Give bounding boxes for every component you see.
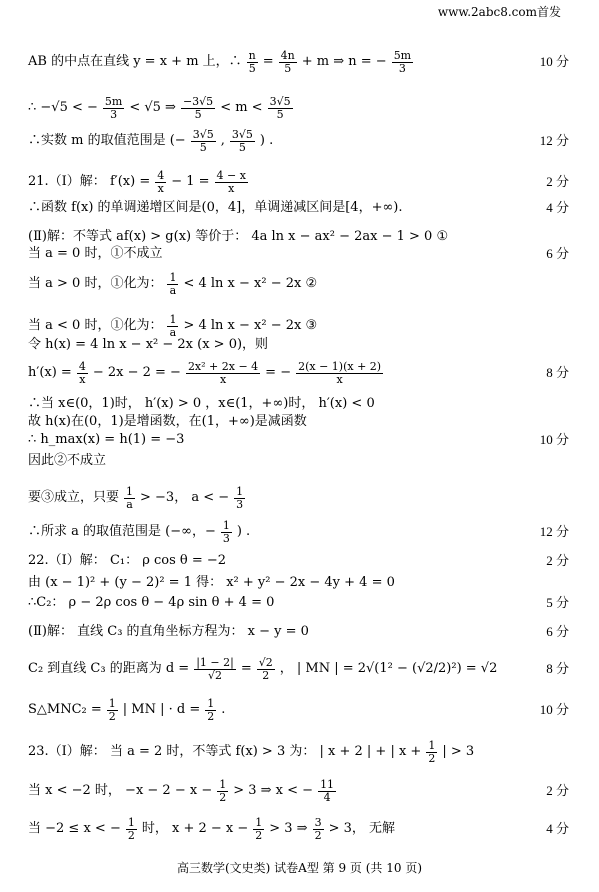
- solution-line: [28, 361, 569, 385]
- fraction: [107, 698, 118, 722]
- numerator: 1: [126, 485, 134, 498]
- text-segment: < 4 ln x − x² − 2x ②: [183, 276, 318, 292]
- numerator: 3√5: [192, 128, 214, 141]
- numerator: 3√5: [269, 95, 291, 108]
- line-text: [28, 272, 317, 296]
- numerator: 4: [78, 360, 86, 373]
- text-segment: 当 a > 0 时，①化为：: [28, 276, 163, 292]
- denominator: 5: [194, 107, 202, 121]
- denominator: 3: [110, 107, 118, 121]
- solution-line: [28, 129, 569, 153]
- denominator: x: [336, 372, 343, 386]
- numerator: 1: [428, 739, 436, 752]
- solution-line: [28, 337, 569, 353]
- text-segment: | > 3: [442, 744, 475, 760]
- text-segment: 时， x + 2 − x −: [141, 821, 249, 837]
- text-segment: 故 h(x)在(0，1)是增函数，在(1，+∞)是减函数: [28, 414, 307, 429]
- line-text: [28, 595, 274, 611]
- numerator: |1 − 2|: [196, 656, 234, 669]
- denominator: 3: [222, 531, 230, 545]
- numerator: 4: [157, 169, 165, 182]
- solution-line: [28, 740, 569, 764]
- text-segment: ∴C₂： ρ − 2ρ cos θ − 4ρ sin θ + 4 = 0: [28, 595, 275, 610]
- numerator: 2(x − 1)(x + 2): [298, 360, 382, 373]
- solution-line: [28, 246, 569, 262]
- fraction: [124, 486, 135, 510]
- numerator: 4n: [280, 49, 295, 62]
- solution-line: [28, 50, 569, 74]
- text-segment: > 4 ln x − x² − 2x ③: [183, 318, 318, 334]
- text-segment: =: [240, 661, 252, 677]
- numerator: 1: [169, 271, 177, 284]
- denominator: 2: [219, 790, 227, 804]
- fraction: [426, 740, 437, 764]
- line-text: [28, 129, 273, 153]
- denominator: 2: [314, 828, 322, 842]
- numerator: 4 − x: [216, 169, 246, 182]
- text-segment: 要③成立，只要: [28, 490, 120, 506]
- fraction: [234, 486, 245, 510]
- solution-line: [28, 96, 569, 120]
- line-text: [28, 246, 162, 262]
- denominator: 4: [323, 790, 331, 804]
- text-segment: ∴实数 m 的取值范围是 (−: [28, 133, 186, 149]
- text-segment: ∴函数 f(x) 的单调递增区间是(0，4]，单调递减区间是[4，+∞).: [28, 200, 403, 215]
- score-label: 8 分: [546, 661, 569, 677]
- line-text: [28, 624, 309, 640]
- text-segment: AB 的中点在直线 y = x + m 上，∴: [28, 54, 242, 70]
- numerator: √2: [258, 656, 273, 669]
- numerator: −3√5: [182, 95, 214, 108]
- score-label: 2 分: [546, 553, 569, 568]
- solution-line: [28, 170, 569, 194]
- score-label: 4 分: [546, 821, 569, 837]
- solution-line: [28, 229, 569, 245]
- score-label: 6 分: [546, 246, 569, 261]
- denominator: 3: [236, 497, 244, 511]
- denominator: 2: [255, 828, 263, 842]
- numerator: 1: [222, 519, 230, 532]
- line-text: [28, 314, 317, 338]
- text-segment: C₂ 到直线 C₃ 的距离为 d =: [28, 661, 190, 677]
- fraction: [217, 779, 228, 803]
- line-text: [28, 657, 497, 681]
- text-segment: 因此②不成立: [28, 453, 107, 468]
- fraction: [191, 129, 216, 153]
- fraction: [257, 657, 275, 681]
- fraction: [126, 817, 137, 841]
- text-segment: + m ⇒ n = −: [301, 54, 387, 70]
- fraction: [194, 657, 236, 681]
- line-text: [28, 817, 395, 841]
- text-segment: 21.（Ⅰ）解： f′(x) =: [28, 174, 151, 190]
- score-label: 10 分: [539, 702, 569, 718]
- text-segment: ) .: [236, 524, 251, 540]
- fraction: [205, 698, 216, 722]
- text-segment: > 3 ⇒: [269, 821, 308, 837]
- solution-line: [28, 779, 569, 803]
- score-label: 10 分: [539, 54, 569, 70]
- text-segment: ， | MN | = 2√(1² − (√2/2)²) = √2: [279, 661, 498, 677]
- solution-line: [28, 453, 569, 469]
- line-text: [28, 432, 184, 448]
- line-text: [28, 553, 226, 569]
- line-text: [28, 486, 247, 510]
- solution-line: [28, 520, 569, 544]
- fraction: [215, 170, 248, 194]
- fraction: [296, 361, 383, 385]
- denominator: a: [126, 497, 133, 511]
- solution-line: [28, 595, 569, 611]
- text-segment: ∴ h_max(x) = h(1) = −3: [28, 432, 185, 447]
- numerator: 5m: [393, 49, 412, 62]
- fraction: [181, 96, 215, 120]
- text-segment: 当 a = 0 时，①不成立: [28, 246, 163, 261]
- denominator: 2: [108, 709, 116, 723]
- score-label: 2 分: [546, 783, 569, 799]
- text-segment: 当 −2 ≤ x < −: [28, 821, 121, 837]
- solution-line: [28, 698, 569, 722]
- denominator: a: [169, 325, 177, 339]
- text-segment: (Ⅱ)解：不等式 af(x) > g(x) 等价于： 4a ln x − ax² − 2ax − 1 > 0 ①: [28, 229, 449, 244]
- text-segment: (Ⅱ)解： 直线 C₃ 的直角坐标方程为： x − y = 0: [28, 624, 309, 639]
- text-segment: 由 (x − 1)² + (y − 2)² = 1 得： x² + y² − 2x − 4y + 4 = 0: [28, 575, 395, 590]
- numerator: 11: [320, 778, 335, 791]
- text-segment: ) .: [259, 133, 274, 149]
- fraction: [167, 314, 178, 338]
- line-text: [28, 170, 250, 194]
- score-label: 8 分: [546, 365, 569, 381]
- line-text: [28, 453, 106, 469]
- solution-line: [28, 432, 569, 448]
- text-segment: ∴当 x∈(0，1)时， h′(x) > 0 ，x∈(1，+∞)时， h′(x) < 0: [28, 396, 375, 411]
- score-label: 5 分: [546, 595, 569, 610]
- numerator: 1: [108, 697, 116, 710]
- denominator: 5: [248, 61, 256, 75]
- line-text: [28, 229, 448, 245]
- fraction: [221, 520, 232, 544]
- line-text: [28, 337, 268, 353]
- line-text: [28, 361, 385, 385]
- line-text: [28, 520, 250, 544]
- fraction: [279, 50, 297, 74]
- fraction: [318, 779, 336, 803]
- line-text: [28, 698, 225, 722]
- line-text: [28, 740, 474, 764]
- text-segment: 当 x < −2 时， −x − 2 − x −: [28, 783, 213, 799]
- denominator: √2: [208, 668, 223, 682]
- denominator: 2: [127, 828, 135, 842]
- solution-line: [28, 314, 569, 338]
- text-segment: 23.（Ⅰ）解： 当 a = 2 时，不等式 f(x) > 3 为： | x + 2 | + | x +: [28, 744, 422, 760]
- text-segment: | MN | · d =: [122, 702, 201, 718]
- line-text: [28, 96, 295, 120]
- solution-line: [28, 200, 569, 216]
- denominator: 5: [238, 140, 246, 154]
- text-segment: = −: [265, 365, 292, 381]
- text-segment: < m <: [220, 100, 263, 116]
- numerator: 1: [219, 778, 227, 791]
- watermark: www.2abc8.com首发: [437, 5, 561, 19]
- denominator: 2: [207, 709, 215, 723]
- fraction: [77, 361, 88, 385]
- score-label: 4 分: [546, 200, 569, 215]
- fraction: [186, 361, 260, 385]
- score-label: 6 分: [546, 624, 569, 639]
- denominator: a: [169, 283, 177, 297]
- denominator: x: [79, 372, 86, 386]
- numerator: 2x² + 2x − 4: [187, 360, 259, 373]
- text-segment: 22.（Ⅰ）解： C₁： ρ cos θ = −2: [28, 553, 227, 568]
- text-segment: ∴ −√5 < −: [28, 100, 98, 116]
- fraction: [230, 129, 255, 153]
- fraction: [313, 817, 324, 841]
- text-segment: .: [221, 702, 226, 718]
- denominator: 2: [428, 751, 436, 765]
- text-segment: − 1 =: [171, 174, 210, 190]
- text-segment: < √5 ⇒: [129, 100, 176, 116]
- denominator: x: [157, 181, 164, 195]
- text-segment: ,: [220, 133, 225, 149]
- numerator: 1: [255, 816, 263, 829]
- text-segment: > 3 ⇒ x < −: [233, 783, 314, 799]
- fraction: [247, 50, 258, 74]
- numerator: n: [248, 49, 256, 62]
- denominator: 2: [262, 668, 270, 682]
- denominator: 3: [398, 61, 406, 75]
- fraction: [392, 50, 413, 74]
- text-segment: > −3， a < −: [140, 490, 230, 506]
- solution-line: [28, 624, 569, 640]
- line-text: [28, 50, 415, 74]
- denominator: x: [228, 181, 235, 195]
- denominator: 5: [284, 61, 292, 75]
- numerator: 5m: [104, 95, 123, 108]
- solution-line: [28, 553, 569, 569]
- solution-line: [28, 414, 569, 430]
- text-segment: S△MNC₂ =: [28, 702, 102, 718]
- text-segment: =: [262, 54, 274, 70]
- denominator: x: [219, 372, 227, 386]
- page-footer: 高三数学(文史类) 试卷A型 第 9 页 (共 10 页): [177, 861, 422, 875]
- numerator: 1: [236, 485, 244, 498]
- line-text: [28, 414, 307, 430]
- numerator: 1: [169, 313, 177, 326]
- score-label: 10 分: [539, 432, 569, 447]
- solution-line: [28, 575, 569, 591]
- denominator: 5: [276, 107, 284, 121]
- score-label: 2 分: [546, 174, 569, 190]
- solution-line: [28, 657, 569, 681]
- text-segment: ∴所求 a 的取值范围是 (−∞，−: [28, 524, 216, 540]
- score-label: 12 分: [539, 133, 569, 149]
- text-segment: 令 h(x) = 4 ln x − x² − 2x (x > 0)，则: [28, 337, 269, 352]
- numerator: 3√5: [231, 128, 253, 141]
- numerator: 1: [207, 697, 215, 710]
- text-segment: > 3， 无解: [328, 821, 396, 837]
- fraction: [155, 170, 166, 194]
- text-segment: 当 a < 0 时，①化为：: [28, 318, 163, 334]
- line-text: [28, 575, 395, 591]
- fraction: [167, 272, 178, 296]
- fraction: [103, 96, 124, 120]
- solution-line: [28, 396, 569, 412]
- line-text: [28, 779, 338, 803]
- fraction: [268, 96, 293, 120]
- line-text: [28, 396, 375, 412]
- line-text: [28, 200, 403, 216]
- denominator: 5: [199, 140, 207, 154]
- score-label: 12 分: [539, 524, 569, 540]
- text-segment: − 2x − 2 = −: [92, 365, 181, 381]
- solution-line: [28, 272, 569, 296]
- numerator: 3: [314, 816, 322, 829]
- solution-line: [28, 486, 569, 510]
- numerator: 1: [127, 816, 135, 829]
- text-segment: h′(x) =: [28, 365, 72, 381]
- solution-line: [28, 817, 569, 841]
- fraction: [253, 817, 264, 841]
